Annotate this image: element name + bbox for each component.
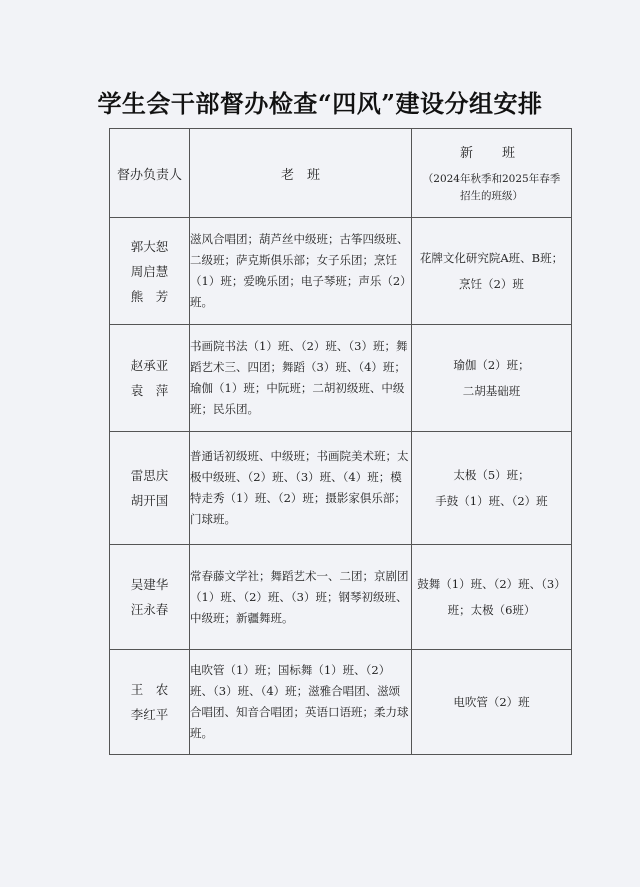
new-class-cell: [412, 432, 572, 545]
leader-cell: [110, 218, 190, 325]
new-class-cell: [412, 545, 572, 650]
new-class-line: 鼓舞（1）班、（2）班、（3）: [417, 577, 566, 591]
leader-name: 熊 芳: [130, 288, 169, 304]
leader-name: 李红平: [130, 707, 169, 722]
old-class-cell: 常春藤文学社；舞蹈艺术一、二团；京剧团（1）班、（2）班、（3）班；钢琴初级班、中级班；新疆舞班。: [190, 545, 412, 650]
new-class-line: 手鼓（1）班、（2）班: [435, 494, 548, 508]
header-new-title: 新 班: [459, 145, 523, 161]
new-class-line: 花牌文化研究院A班、B班；: [419, 251, 564, 265]
header-old-class: 老 班: [190, 129, 412, 218]
table-row: [110, 218, 572, 325]
leader-cell: [110, 545, 190, 650]
new-class-cell: [412, 325, 572, 432]
header-leader: 督办负责人: [110, 129, 190, 218]
new-class-cell: [412, 218, 572, 325]
new-class-line: 二胡基础班: [462, 384, 521, 398]
table-row: [110, 650, 572, 755]
leader-name: 王 农: [130, 682, 169, 697]
table-header-row: [110, 129, 572, 218]
header-new-note: （2024年秋季和2025年春季招生的班级）: [422, 172, 561, 202]
old-class-cell: 电吹管（1）班；国标舞（1）班、（2）班、（3）班、（4）班；滋雅合唱团、滋颂合唱团、知音合唱团；英语口语班；柔力球班。: [190, 650, 412, 755]
new-class-line: 电吹管（2）班: [453, 695, 530, 709]
leader-name: 胡开国: [130, 493, 169, 508]
old-class-cell: 普通话初级班、中级班；书画院美术班；太极中级班、（2）班、（3）班、（4）班；模特走秀（1）班、（2）班；摄影家俱乐部；门球班。: [190, 432, 412, 545]
table-row: [110, 325, 572, 432]
leader-name: 袁 萍: [130, 383, 169, 398]
leader-name: 汪永春: [130, 602, 169, 617]
leader-cell: [110, 650, 190, 755]
new-class-line: 瑜伽（2）班；: [453, 358, 530, 372]
leader-name: 吴建华: [130, 577, 169, 592]
old-class-cell: 书画院书法（1）班、（2）班、（3）班；舞蹈艺术三、四团；舞蹈（3）班、（4）班；瑜伽（1）班；中阮班；二胡初级班、中级班；民乐团。: [190, 325, 412, 432]
new-class-cell: [412, 650, 572, 755]
old-class-cell: 滋风合唱团；葫芦丝中级班；古筝四级班、二级班；萨克斯俱乐部；女子乐团；烹饪（1）班；爱晚乐团；电子琴班；声乐（2）班。: [190, 218, 412, 325]
leader-name: 周启慧: [130, 263, 169, 279]
leader-cell: [110, 432, 190, 545]
leader-name: 郭大恕: [130, 238, 169, 254]
document-title: 学生会干部督办检查“四风”建设分组安排: [97, 89, 543, 118]
header-new-class: [412, 129, 572, 218]
leader-name: 雷思庆: [130, 468, 169, 483]
new-class-line: 太极（5）班；: [453, 468, 530, 482]
table-row: [110, 545, 572, 650]
schedule-table: [109, 128, 572, 755]
leader-cell: [110, 325, 190, 432]
new-class-line: 班；太极（6班）: [447, 603, 536, 617]
new-class-line: 烹饪（2）班: [459, 277, 524, 291]
table-row: [110, 432, 572, 545]
leader-name: 赵承亚: [130, 358, 169, 373]
